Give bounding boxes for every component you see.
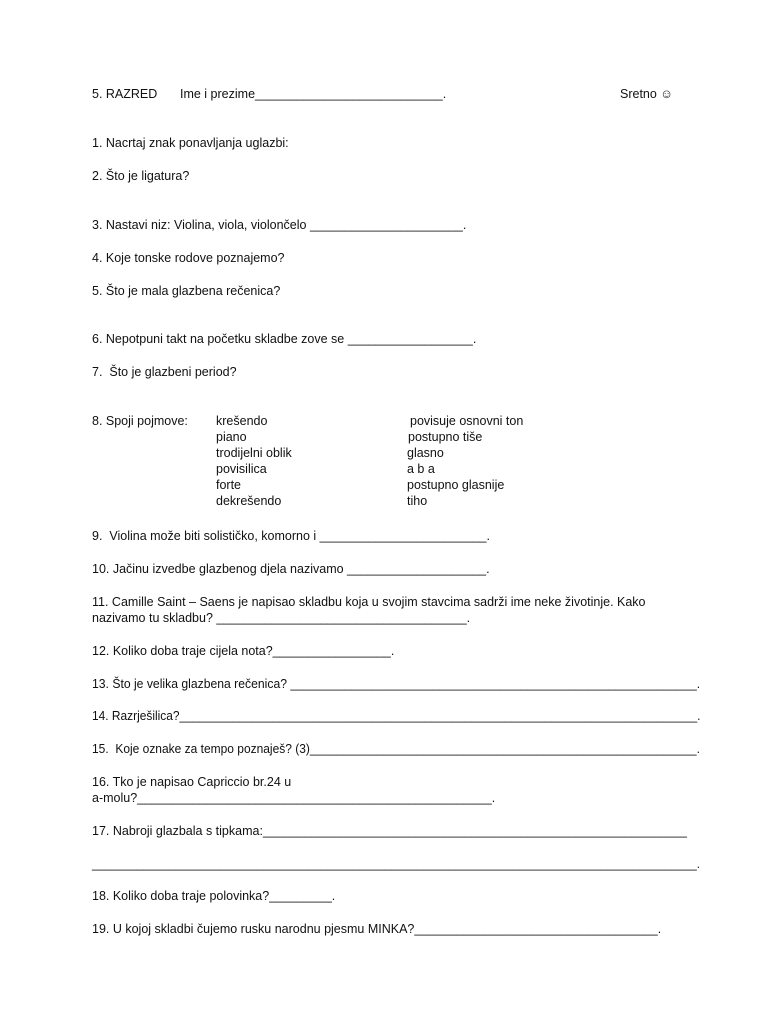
good-luck-text: Sretno ☺: [620, 87, 674, 101]
question-18: 18. Koliko doba traje polovinka?_________.: [92, 889, 336, 903]
matching-definition: tiho: [407, 494, 428, 508]
grade-label: 5. RAZRED: [92, 87, 158, 101]
question-1: 1. Nacrtaj znak ponavljanja uglazbi:: [92, 136, 289, 150]
question-11-line-1: 11. Camille Saint – Saens je napisao skladbu koja u svojim stavcima sadrži ime neke životinje. Kako: [92, 595, 646, 609]
question-3: 3. Nastavi niz: Violina, viola, violončelo ______________________.: [92, 218, 467, 232]
question-15: 15. Koje oznake za tempo poznaješ? (3)__________________________________________________________.: [92, 742, 700, 756]
matching-term: povisilica: [216, 462, 267, 476]
question-9: 9. Violina može biti solističko, komorno i ________________________.: [92, 529, 490, 543]
question-19: 19. U kojoj skladbi čujemo rusku narodnu pjesmu MINKA?___________________________________.: [92, 922, 662, 936]
matching-term: piano: [216, 430, 247, 444]
name-field: Ime i prezime___________________________.: [180, 87, 447, 101]
matching-term: trodijelni oblik: [216, 446, 292, 460]
matching-definition: postupno tiše: [408, 430, 483, 444]
matching-term: krešendo: [216, 414, 268, 428]
question-16-line-1: 16. Tko je napisao Capriccio br.24 u: [92, 775, 292, 789]
question-8-label: 8. Spoji pojmove:: [92, 414, 188, 428]
question-2: 2. Što je ligatura?: [92, 169, 190, 183]
question-14: 14. Razrješilica?______________________________________________________________________________.: [92, 709, 701, 723]
question-11-line-2: nazivamo tu skladbu? ____________________________________.: [92, 611, 471, 625]
question-7: 7. Što je glazbeni period?: [92, 365, 237, 379]
matching-definition: postupno glasnije: [407, 478, 505, 492]
matching-term: dekrešendo: [216, 494, 282, 508]
question-10: 10. Jačinu izvedbe glazbenog djela nazivamo ____________________.: [92, 562, 490, 576]
matching-definition: a b a: [407, 462, 435, 476]
question-4: 4. Koje tonske rodove poznajemo?: [92, 251, 285, 265]
question-5: 5. Što je mala glazbena rečenica?: [92, 284, 281, 298]
matching-left-column: [216, 413, 292, 509]
question-12: 12. Koliko doba traje cijela nota?_________________.: [92, 644, 395, 658]
question-17: 17. Nabroji glazbala s tipkama:_____________________________________________________________: [92, 824, 687, 838]
matching-right-column: [407, 413, 523, 509]
question-16-line-2: a-molu?___________________________________________________.: [92, 791, 496, 805]
matching-definition: glasno: [407, 446, 444, 460]
matching-definition: povisuje osnovni ton: [410, 414, 524, 428]
question-17-answer-line: _______________________________________________________________________________________________.: [92, 857, 700, 871]
question-6: 6. Nepotpuni takt na početku skladbe zove se __________________.: [92, 332, 477, 346]
question-13: 13. Što je velika glazbena rečenica? ____________________________________________________________.: [92, 677, 701, 691]
matching-term: forte: [216, 478, 242, 492]
